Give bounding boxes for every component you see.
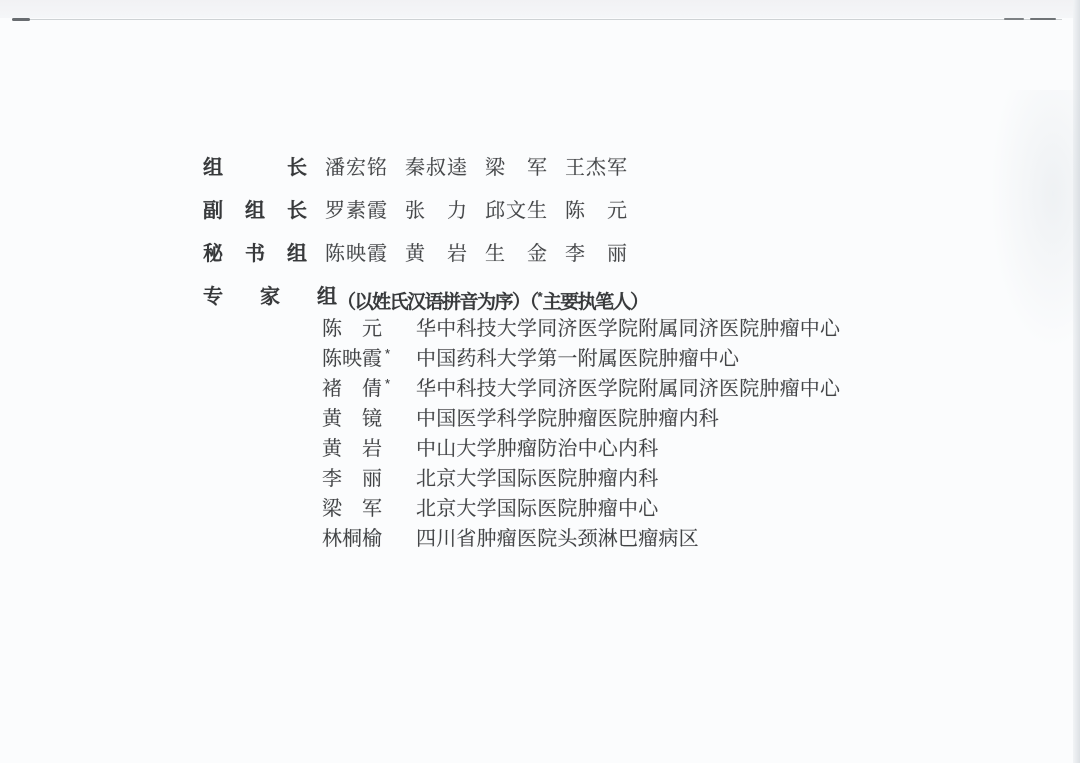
expert-name: 黄岩 bbox=[322, 438, 382, 460]
expert-name: 黄镜 bbox=[322, 408, 382, 430]
scan-edge-line bbox=[18, 19, 1062, 20]
note-close: 主要执笔人） bbox=[542, 292, 648, 313]
expert-group-note bbox=[337, 285, 648, 315]
expert-name: 陈映霞 bbox=[322, 348, 382, 370]
expert-name: 李丽 bbox=[322, 468, 382, 490]
expert-affiliation: 华中科技大学同济医学院附属同济医院肿瘤中心 bbox=[416, 318, 841, 340]
expert-affiliation: 中山大学肿瘤防治中心内科 bbox=[416, 438, 659, 460]
expert-name: 梁军 bbox=[322, 498, 382, 520]
expert-affiliation: 四川省肿瘤医院头颈淋巴瘤病区 bbox=[416, 528, 699, 550]
scan-line-dash-right-1 bbox=[1004, 18, 1024, 20]
member-name: 陈映霞 bbox=[325, 243, 387, 265]
expert-affiliation: 中国医学科学院肿瘤医院肿瘤内科 bbox=[416, 408, 719, 430]
member-name: 潘宏铭 bbox=[325, 157, 387, 179]
member-name: 罗素霞 bbox=[325, 200, 387, 222]
member-name: 李丽 bbox=[565, 243, 627, 265]
scan-smudge bbox=[990, 90, 1080, 350]
page-right-edge bbox=[1073, 0, 1080, 763]
scan-top-strip bbox=[0, 0, 1080, 18]
member-name: 生金 bbox=[485, 243, 547, 265]
expert-affiliation: 华中科技大学同济医学院附属同济医院肿瘤中心 bbox=[416, 378, 841, 400]
role-label-secretary: 秘书组 bbox=[203, 243, 307, 265]
expert-name: 陈元 bbox=[322, 318, 382, 340]
member-name: 张力 bbox=[405, 200, 467, 222]
role-label-expert-group: 专家组 bbox=[203, 286, 337, 308]
member-name: 黄岩 bbox=[405, 243, 467, 265]
member-name: 秦叔逵 bbox=[405, 157, 467, 179]
expert-star: * bbox=[385, 376, 391, 391]
member-name: 梁军 bbox=[485, 157, 547, 179]
expert-star: * bbox=[385, 346, 391, 361]
expert-affiliation: 中国药科大学第一附属医院肿瘤中心 bbox=[416, 348, 740, 370]
asterisk-mark: * bbox=[537, 289, 543, 304]
note-open: （以姓氏汉语拼音为序）（ bbox=[337, 292, 538, 313]
member-list bbox=[325, 242, 645, 266]
scan-line-dash-right-2 bbox=[1030, 18, 1056, 20]
member-name: 邱文生 bbox=[485, 200, 547, 222]
role-label-deputy-leader: 副组长 bbox=[203, 200, 307, 222]
expert-name: 褚倩 bbox=[322, 378, 382, 400]
role-label-leader: 组长 bbox=[203, 157, 307, 179]
member-list bbox=[325, 199, 645, 223]
scan-line-dash-left bbox=[12, 18, 30, 21]
expert-name: 林桐榆 bbox=[322, 528, 382, 550]
member-list bbox=[325, 156, 645, 180]
expert-affiliation: 北京大学国际医院肿瘤内科 bbox=[416, 468, 659, 490]
member-name: 王杰军 bbox=[565, 157, 627, 179]
member-name: 陈元 bbox=[565, 200, 627, 222]
expert-affiliation: 北京大学国际医院肿瘤中心 bbox=[416, 498, 659, 520]
